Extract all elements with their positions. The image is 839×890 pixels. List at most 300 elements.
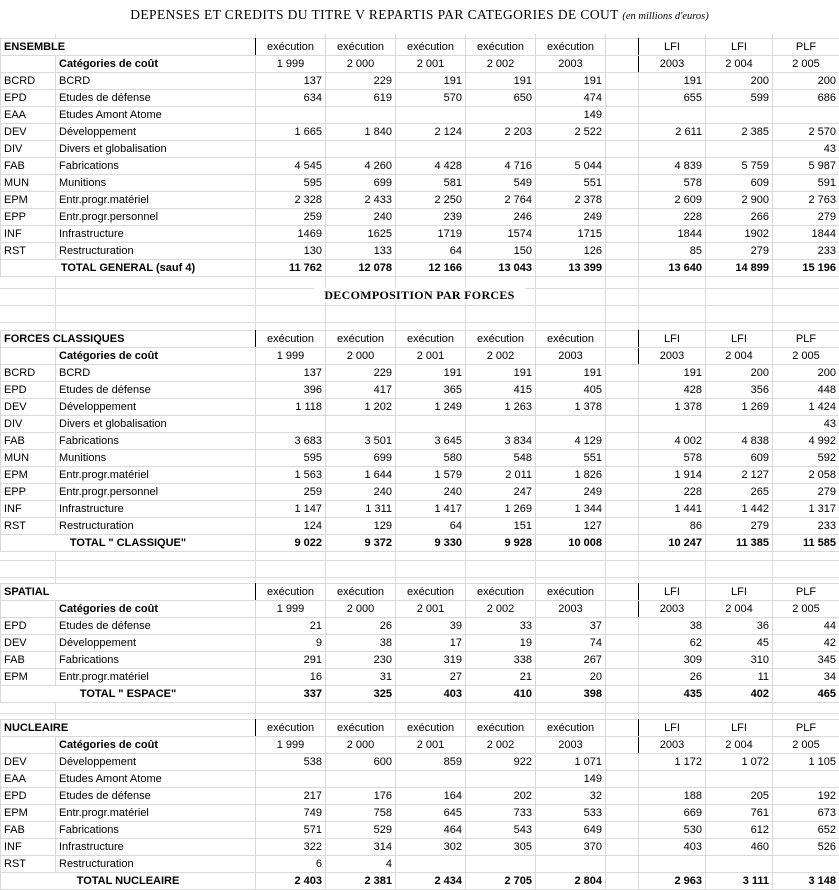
table-ensemble — [0, 38, 839, 277]
budget-header-cell: LFI — [706, 331, 773, 348]
gap-cell — [606, 484, 639, 501]
gap-cell — [606, 669, 639, 686]
cell-value: 699 — [326, 175, 396, 192]
cell-value: 247 — [466, 484, 536, 501]
budget-year-cell: 2003 — [639, 56, 706, 73]
cell-value: 233 — [773, 518, 839, 535]
gap-cell — [606, 788, 639, 805]
data-row — [1, 382, 839, 399]
total-value: 9 330 — [396, 535, 466, 552]
cell-value — [706, 856, 773, 873]
data-row — [1, 107, 839, 124]
data-row — [1, 450, 839, 467]
cell-value — [773, 107, 839, 124]
gap-cell — [606, 73, 639, 90]
budget-header-cell: LFI — [706, 39, 773, 56]
cell-label: Entr.progr.matériel — [56, 669, 256, 686]
data-row — [1, 416, 839, 433]
data-row — [1, 175, 839, 192]
cell-value: 149 — [536, 771, 606, 788]
total-row — [1, 873, 839, 890]
cell-value: 1715 — [536, 226, 606, 243]
cell-code: INF — [1, 839, 56, 856]
exec-year-cell: 2 000 — [326, 737, 396, 754]
exec-year-cell: 2 002 — [466, 56, 536, 73]
total-value: 337 — [256, 686, 326, 703]
data-row — [1, 192, 839, 209]
exec-year-cell: 1 999 — [256, 56, 326, 73]
cell-code: DEV — [1, 754, 56, 771]
exec-year-cell: 2 000 — [326, 348, 396, 365]
data-row — [1, 805, 839, 822]
gap-cell — [606, 635, 639, 652]
gap-cell — [606, 243, 639, 260]
cell-value: 543 — [466, 822, 536, 839]
cell-value: 1 417 — [396, 501, 466, 518]
cell-value — [536, 141, 606, 158]
cell-value: 2 058 — [773, 467, 839, 484]
cell-value: 365 — [396, 382, 466, 399]
cell-value: 200 — [706, 73, 773, 90]
cell-value: 1 147 — [256, 501, 326, 518]
exec-header-cell: exécution — [536, 39, 606, 56]
cell-value: 26 — [639, 669, 706, 686]
cell-value — [396, 416, 466, 433]
cell-value — [326, 107, 396, 124]
cell-value — [706, 107, 773, 124]
cell-value: 4 839 — [639, 158, 706, 175]
cell-value: 1 665 — [256, 124, 326, 141]
table-spatial — [0, 583, 839, 703]
cell-value: 20 — [536, 669, 606, 686]
cell-code: BCRD — [1, 73, 56, 90]
data-row — [1, 754, 839, 771]
cell-value: 43 — [773, 416, 839, 433]
cell-label: Restructuration — [56, 856, 256, 873]
budget-header-cell: PLF — [773, 720, 839, 737]
cell-value: 228 — [639, 209, 706, 226]
cell-value: 1 118 — [256, 399, 326, 416]
cell-value: 137 — [256, 73, 326, 90]
gap-cell — [606, 518, 639, 535]
cell-value: 922 — [466, 754, 536, 771]
cell-value — [466, 107, 536, 124]
data-row — [1, 484, 839, 501]
header-row-labels — [1, 331, 839, 348]
cell-value: 150 — [466, 243, 536, 260]
data-row — [1, 399, 839, 416]
cell-label: Fabrications — [56, 158, 256, 175]
exec-year-cell: 2003 — [536, 56, 606, 73]
cell-value: 1 644 — [326, 467, 396, 484]
budget-year-cell: 2003 — [639, 737, 706, 754]
cell-value: 259 — [256, 484, 326, 501]
cell-value: 2 900 — [706, 192, 773, 209]
cell-value: 1 378 — [639, 399, 706, 416]
exec-header-cell: exécution — [396, 39, 466, 56]
exec-header-cell: exécution — [256, 720, 326, 737]
cell-value: 2 250 — [396, 192, 466, 209]
exec-header-cell: exécution — [466, 331, 536, 348]
cell-label: Munitions — [56, 450, 256, 467]
gap-cell — [606, 720, 639, 737]
total-value: 11 585 — [773, 535, 839, 552]
cell-code: EPD — [1, 788, 56, 805]
cell-value: 1469 — [256, 226, 326, 243]
cell-code: DEV — [1, 399, 56, 416]
cell-value: 305 — [466, 839, 536, 856]
cell-value: 33 — [466, 618, 536, 635]
cell-value: 1 563 — [256, 467, 326, 484]
cell-value: 1 269 — [706, 399, 773, 416]
header-row-years — [1, 737, 839, 754]
data-row — [1, 73, 839, 90]
cell-code: FAB — [1, 652, 56, 669]
cell-value: 4 260 — [326, 158, 396, 175]
cell-value — [256, 416, 326, 433]
budget-header-cell: PLF — [773, 39, 839, 56]
page-title — [0, 0, 839, 34]
total-value: 403 — [396, 686, 466, 703]
cell-value: 581 — [396, 175, 466, 192]
cell-code: DIV — [1, 416, 56, 433]
cell-value: 164 — [396, 788, 466, 805]
mid-heading — [0, 288, 839, 303]
corner-cell — [1, 737, 56, 754]
cell-value: 370 — [536, 839, 606, 856]
cell-value: 356 — [706, 382, 773, 399]
cell-label: Fabrications — [56, 822, 256, 839]
budget-year-cell: 2003 — [639, 348, 706, 365]
header-row-labels — [1, 584, 839, 601]
budget-header-cell: LFI — [706, 584, 773, 601]
cell-value: 191 — [639, 365, 706, 382]
cell-value — [639, 107, 706, 124]
cell-value — [706, 416, 773, 433]
exec-header-cell: exécution — [466, 584, 536, 601]
total-value: 10 247 — [639, 535, 706, 552]
cell-value — [639, 856, 706, 873]
cell-label: Infrastructure — [56, 501, 256, 518]
cell-value: 39 — [396, 618, 466, 635]
cell-value — [536, 416, 606, 433]
cell-value: 571 — [256, 822, 326, 839]
gap-cell — [606, 535, 639, 552]
cell-code: EPP — [1, 209, 56, 226]
total-value: 325 — [326, 686, 396, 703]
cell-value: 609 — [706, 175, 773, 192]
mid-heading-text: DECOMPOSITION PAR FORCES — [314, 288, 524, 302]
cell-value: 533 — [536, 805, 606, 822]
cell-label: Etudes Amont Atome — [56, 107, 256, 124]
cell-value: 205 — [706, 788, 773, 805]
cell-value — [466, 141, 536, 158]
cell-label: Infrastructure — [56, 226, 256, 243]
exec-header-cell: exécution — [396, 331, 466, 348]
cell-value: 474 — [536, 90, 606, 107]
cell-value: 4 — [326, 856, 396, 873]
cell-value: 595 — [256, 175, 326, 192]
cell-value: 6 — [256, 856, 326, 873]
categories-header: Catégories de coût — [56, 737, 256, 754]
exec-header-cell: exécution — [396, 720, 466, 737]
total-value: 13 640 — [639, 260, 706, 277]
cell-value: 1 914 — [639, 467, 706, 484]
cell-value: 1 071 — [536, 754, 606, 771]
cell-value: 249 — [536, 209, 606, 226]
cell-value: 1 826 — [536, 467, 606, 484]
cell-value: 85 — [639, 243, 706, 260]
cell-value — [536, 856, 606, 873]
cell-value — [639, 416, 706, 433]
gap-cell — [606, 226, 639, 243]
data-row — [1, 635, 839, 652]
cell-value: 758 — [326, 805, 396, 822]
gap-cell — [606, 209, 639, 226]
data-row — [1, 243, 839, 260]
cell-value: 2 609 — [639, 192, 706, 209]
budget-year-cell: 2 004 — [706, 348, 773, 365]
cell-value: 191 — [396, 365, 466, 382]
cell-code: FAB — [1, 822, 56, 839]
cell-value: 38 — [326, 635, 396, 652]
total-label: TOTAL GENERAL (sauf 4) — [1, 260, 256, 277]
total-value: 11 385 — [706, 535, 773, 552]
budget-header-cell: LFI — [706, 720, 773, 737]
cell-value: 673 — [773, 805, 839, 822]
total-value: 12 078 — [326, 260, 396, 277]
cell-value: 396 — [256, 382, 326, 399]
cell-value: 338 — [466, 652, 536, 669]
cell-label: Développement — [56, 754, 256, 771]
data-row — [1, 365, 839, 382]
gap-cell — [606, 839, 639, 856]
exec-year-cell: 2 001 — [396, 348, 466, 365]
cell-value: 649 — [536, 822, 606, 839]
cell-value: 233 — [773, 243, 839, 260]
cell-value — [773, 771, 839, 788]
header-row-labels — [1, 720, 839, 737]
data-row — [1, 856, 839, 873]
cell-label: Développement — [56, 399, 256, 416]
cell-value: 428 — [639, 382, 706, 399]
budget-year-cell: 2 004 — [706, 601, 773, 618]
cell-code: EPM — [1, 805, 56, 822]
total-value: 14 899 — [706, 260, 773, 277]
categories-header: Catégories de coût — [56, 56, 256, 73]
cell-value: 652 — [773, 822, 839, 839]
cell-value: 1 311 — [326, 501, 396, 518]
cell-value: 4 838 — [706, 433, 773, 450]
categories-header: Catégories de coût — [56, 348, 256, 365]
cell-value: 4 992 — [773, 433, 839, 450]
cell-value: 279 — [706, 243, 773, 260]
cell-value: 1 441 — [639, 501, 706, 518]
cell-value: 322 — [256, 839, 326, 856]
exec-year-cell: 2 002 — [466, 601, 536, 618]
cell-value: 1 269 — [466, 501, 536, 518]
cell-value: 11 — [706, 669, 773, 686]
exec-header-cell: exécution — [396, 584, 466, 601]
cell-value: 1 442 — [706, 501, 773, 518]
cell-value: 229 — [326, 365, 396, 382]
cell-value: 2 124 — [396, 124, 466, 141]
cell-value: 526 — [773, 839, 839, 856]
cell-value: 133 — [326, 243, 396, 260]
cell-code: EPD — [1, 382, 56, 399]
table-forces-classiques — [0, 330, 839, 552]
cell-code: RST — [1, 856, 56, 873]
cell-value: 448 — [773, 382, 839, 399]
gap-cell — [606, 652, 639, 669]
cell-value: 259 — [256, 209, 326, 226]
gap-cell — [606, 107, 639, 124]
cell-value — [256, 107, 326, 124]
cell-code: EPP — [1, 484, 56, 501]
cell-value: 2 328 — [256, 192, 326, 209]
cell-code: MUN — [1, 450, 56, 467]
cell-value: 3 501 — [326, 433, 396, 450]
gap-cell — [606, 56, 639, 73]
gap-cell — [606, 686, 639, 703]
data-row — [1, 618, 839, 635]
cell-code: EPD — [1, 90, 56, 107]
total-value: 13 043 — [466, 260, 536, 277]
cell-value: 21 — [466, 669, 536, 686]
cell-value: 5 987 — [773, 158, 839, 175]
gap-cell — [606, 467, 639, 484]
cell-value — [396, 141, 466, 158]
gap-cell — [606, 124, 639, 141]
total-value: 10 008 — [536, 535, 606, 552]
cell-value: 310 — [706, 652, 773, 669]
cell-label: Etudes Amont Atome — [56, 771, 256, 788]
cell-value: 26 — [326, 618, 396, 635]
cell-code: RST — [1, 243, 56, 260]
cell-value: 1 202 — [326, 399, 396, 416]
gap-cell — [606, 90, 639, 107]
section-name: FORCES CLASSIQUES — [1, 331, 256, 348]
budget-header-cell: LFI — [639, 720, 706, 737]
exec-header-cell: exécution — [256, 39, 326, 56]
cell-value: 31 — [326, 669, 396, 686]
total-value: 465 — [773, 686, 839, 703]
cell-value: 137 — [256, 365, 326, 382]
cell-value: 314 — [326, 839, 396, 856]
cell-value: 645 — [396, 805, 466, 822]
total-value: 435 — [639, 686, 706, 703]
gap-cell — [606, 365, 639, 382]
gap-cell — [606, 873, 639, 890]
cell-value: 191 — [536, 365, 606, 382]
cell-value: 200 — [773, 73, 839, 90]
cell-value: 415 — [466, 382, 536, 399]
cell-value: 43 — [773, 141, 839, 158]
cell-value: 240 — [396, 484, 466, 501]
table-nucleaire — [0, 719, 839, 890]
cell-label: Divers et globalisation — [56, 416, 256, 433]
cell-value: 345 — [773, 652, 839, 669]
cell-value: 609 — [706, 450, 773, 467]
exec-header-cell: exécution — [256, 331, 326, 348]
page-title-units: (en millions d'euros) — [622, 11, 708, 22]
cell-value: 859 — [396, 754, 466, 771]
cell-code: DEV — [1, 635, 56, 652]
budget-year-cell: 2 005 — [773, 601, 839, 618]
cell-label: Développement — [56, 124, 256, 141]
data-row — [1, 788, 839, 805]
budget-year-cell: 2 005 — [773, 348, 839, 365]
cell-value: 319 — [396, 652, 466, 669]
data-row — [1, 226, 839, 243]
data-row — [1, 652, 839, 669]
cell-value: 403 — [639, 839, 706, 856]
cell-value: 200 — [706, 365, 773, 382]
cell-value: 1625 — [326, 226, 396, 243]
cell-value: 4 545 — [256, 158, 326, 175]
total-value: 2 434 — [396, 873, 466, 890]
data-row — [1, 518, 839, 535]
cell-value: 1 317 — [773, 501, 839, 518]
exec-header-cell: exécution — [466, 720, 536, 737]
cell-value: 595 — [256, 450, 326, 467]
page-title-text: DEPENSES ET CREDITS DU TITRE V REPARTIS PAR CATEGORIES DE COUT — [130, 7, 618, 22]
cell-label: Fabrications — [56, 652, 256, 669]
exec-year-cell: 2 001 — [396, 56, 466, 73]
budget-year-cell: 2 004 — [706, 737, 773, 754]
gap-cell — [606, 348, 639, 365]
cell-value: 599 — [706, 90, 773, 107]
cell-value: 464 — [396, 822, 466, 839]
cell-value: 279 — [706, 518, 773, 535]
data-row — [1, 467, 839, 484]
cell-label: Développement — [56, 635, 256, 652]
cell-label: Entr.progr.personnel — [56, 484, 256, 501]
cell-value: 686 — [773, 90, 839, 107]
total-value: 2 963 — [639, 873, 706, 890]
cell-value: 2 611 — [639, 124, 706, 141]
cell-value — [466, 416, 536, 433]
cell-value: 1719 — [396, 226, 466, 243]
cell-label: Etudes de défense — [56, 90, 256, 107]
cell-code: EPM — [1, 669, 56, 686]
cell-value: 191 — [466, 365, 536, 382]
cell-value: 4 428 — [396, 158, 466, 175]
exec-header-cell: exécution — [326, 720, 396, 737]
cell-value — [773, 856, 839, 873]
gap-cell — [606, 416, 639, 433]
cell-value: 291 — [256, 652, 326, 669]
total-value: 13 399 — [536, 260, 606, 277]
cell-value: 124 — [256, 518, 326, 535]
cell-value: 36 — [706, 618, 773, 635]
cell-value: 192 — [773, 788, 839, 805]
cell-code: EAA — [1, 771, 56, 788]
cell-value: 151 — [466, 518, 536, 535]
section-name: ENSEMBLE — [1, 39, 256, 56]
cell-value: 591 — [773, 175, 839, 192]
cell-value: 733 — [466, 805, 536, 822]
total-value: 398 — [536, 686, 606, 703]
cell-label: Divers et globalisation — [56, 141, 256, 158]
total-value: 2 705 — [466, 873, 536, 890]
header-row-years — [1, 56, 839, 73]
cell-value: 530 — [639, 822, 706, 839]
cell-value — [466, 771, 536, 788]
cell-value: 2 385 — [706, 124, 773, 141]
cell-value: 34 — [773, 669, 839, 686]
cell-value: 42 — [773, 635, 839, 652]
